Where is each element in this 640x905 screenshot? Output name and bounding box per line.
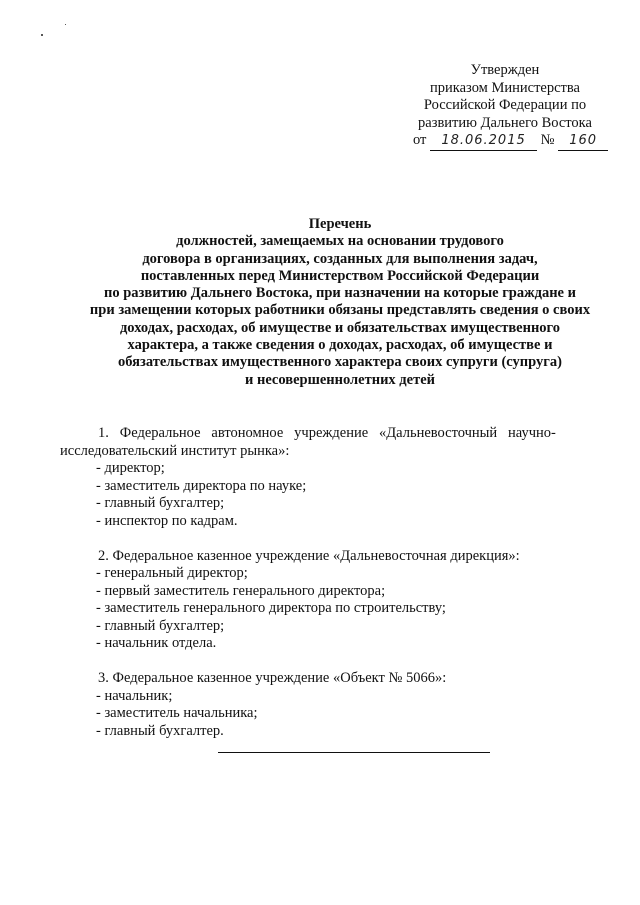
- position-list: [60, 565, 620, 653]
- section-heading: 1. Федеральное автономное учреждение «Дальневосточный научно-: [98, 425, 556, 441]
- list-item: - инспектор по кадрам.: [96, 512, 238, 529]
- list-item: - директор;: [96, 460, 165, 476]
- section-heading-continued: исследовательский институт рынка»:: [60, 442, 290, 459]
- handwritten-date: 18.06.2015: [430, 132, 537, 151]
- title-line: при замещении которых работники обязаны представлять сведения о своих: [89, 302, 591, 319]
- approval-line: Российской Федерации по: [423, 97, 587, 113]
- title-line: поставленных перед Министерством Российской Федерации: [140, 267, 540, 284]
- list-item: - главный бухгалтер;: [96, 617, 225, 634]
- section-2: [60, 548, 620, 653]
- title-line: характера, а также сведения о доходах, расходах, об имуществе и: [127, 337, 553, 354]
- list-item: - главный бухгалтер.: [96, 722, 224, 739]
- handwritten-order-number: 160: [558, 132, 608, 151]
- list-item: - начальник;: [96, 687, 173, 704]
- title-line: и несовершеннолетних детей: [244, 371, 435, 388]
- approval-line: развитию Дальнего Востока: [418, 114, 592, 131]
- list-item: - заместитель генерального директора по строительству;: [96, 600, 446, 616]
- list-item: - начальник отдела.: [96, 635, 217, 651]
- scan-speck: [41, 34, 43, 36]
- closing-divider: [218, 752, 490, 753]
- title-line: договора в организациях, созданных для выполнения задач,: [142, 250, 538, 267]
- list-item: - заместитель начальника;: [96, 705, 258, 721]
- title-line: доходах, расходах, об имуществе и обязательствах имущественного: [119, 319, 561, 336]
- number-sign: №: [540, 132, 555, 148]
- position-list: [60, 688, 620, 741]
- title-line: по развитию Дальнего Востока, при назначении на которые граждане и: [104, 285, 576, 302]
- section-heading: 3. Федеральное казенное учреждение «Объект № 5066»:: [98, 670, 447, 686]
- list-item: - заместитель директора по науке;: [96, 477, 307, 494]
- section-heading: 2. Федеральное казенное учреждение «Дальневосточная дирекция»:: [98, 547, 520, 564]
- list-item: - генеральный директор;: [96, 565, 248, 581]
- section-3: [60, 670, 620, 740]
- document-body: [60, 425, 620, 740]
- date-prefix: от: [413, 132, 427, 148]
- list-item: - главный бухгалтер;: [96, 495, 225, 511]
- approval-block: [405, 62, 605, 151]
- approval-date-line: [405, 132, 605, 151]
- title-line: обязательствах имущественного характера своих супруги (супруга): [118, 354, 562, 371]
- title-line: должностей, замещаемых на основании трудового: [176, 233, 504, 250]
- approval-line: Утвержден: [470, 62, 540, 78]
- section-1: [60, 425, 620, 530]
- scan-speck: [65, 24, 66, 25]
- title-line: Перечень: [308, 216, 372, 232]
- approval-line: приказом Министерства: [430, 79, 580, 96]
- position-list: [60, 460, 620, 530]
- list-item: - первый заместитель генерального директора;: [96, 582, 386, 599]
- document-title: [60, 216, 620, 389]
